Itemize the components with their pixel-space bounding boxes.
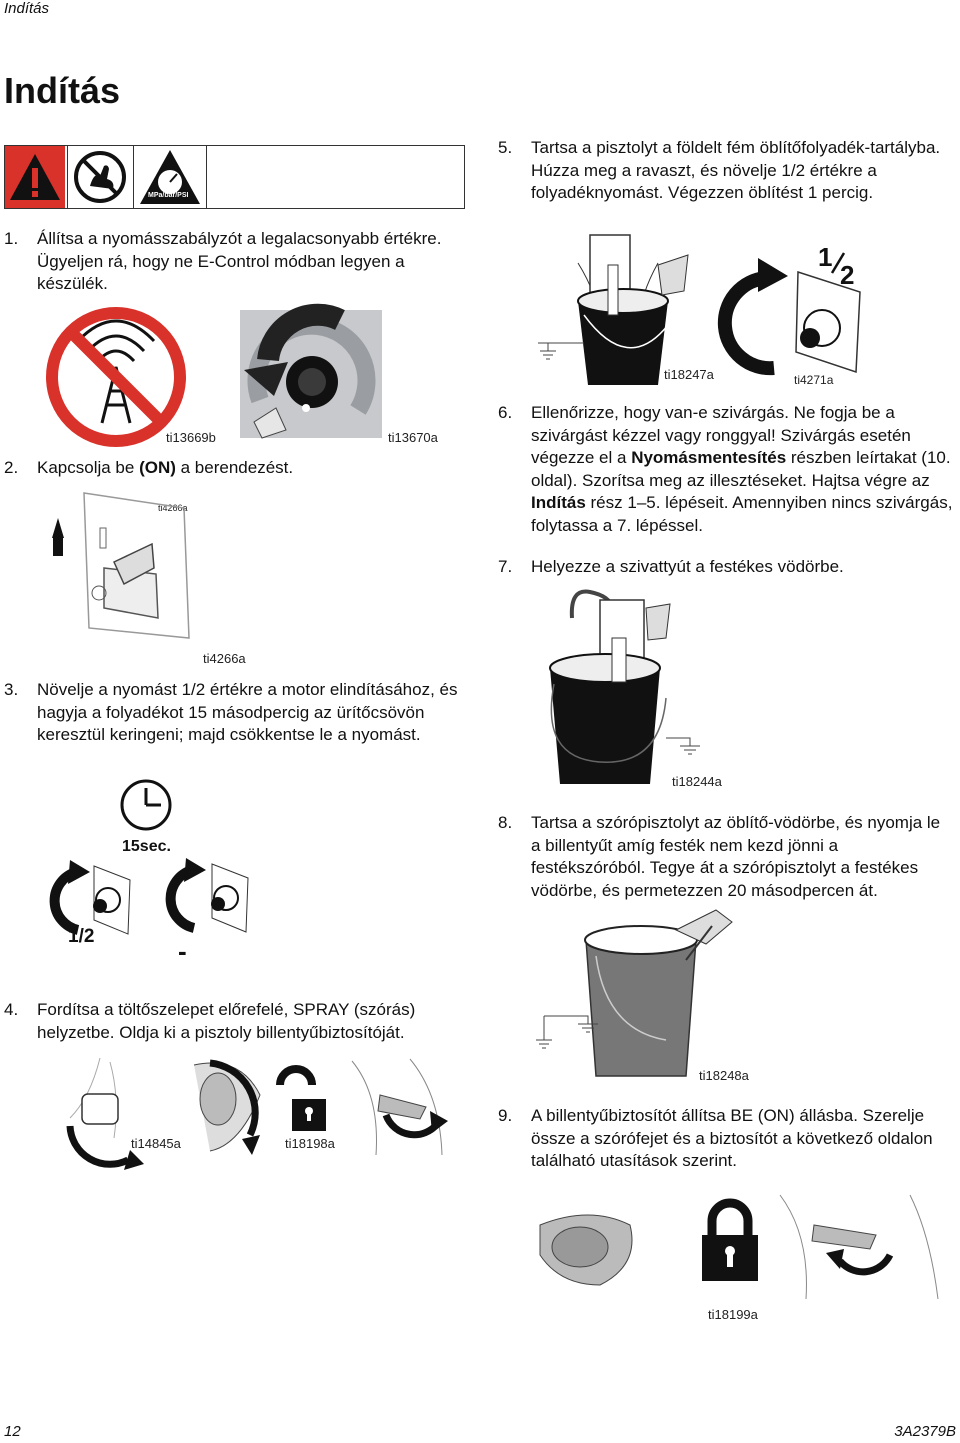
warning-triangle-icon — [5, 146, 65, 208]
pressure-knob-figure — [240, 310, 382, 438]
step-8 — [498, 812, 953, 902]
step-7 — [498, 556, 953, 579]
step-text-part: részben leírtakat (10. oldal). Szorítsa meg az illesztéseket. Hajtsa végre az — [531, 448, 951, 490]
step-number: 9. — [498, 1106, 513, 1125]
step-3 — [4, 679, 466, 747]
step-9 — [498, 1105, 953, 1173]
gun-bucket-figure — [536, 900, 756, 1080]
step-number: 2. — [4, 458, 19, 477]
step-text-bold: Nyomásmentesítés — [631, 448, 787, 467]
figure-ref: ti18244a — [672, 774, 722, 789]
no-radio-sign-icon — [44, 305, 188, 449]
half-fraction-label — [818, 242, 866, 290]
minus-label: - — [178, 936, 187, 966]
pump-paint-bucket-figure — [530, 588, 710, 788]
figure-ref: ti4266a — [158, 503, 188, 513]
document-id: 3A2379B — [894, 1423, 956, 1440]
warning-box — [4, 145, 465, 209]
step-text-part: rész 1–5. lépéseit. Amennyiben nincs szivárgás, folytassa a 7. lépéssel. — [531, 493, 953, 535]
figure-ref: ti13670a — [388, 430, 438, 445]
clock-icon — [119, 778, 173, 832]
step-text: Tartsa a pisztolyt a földelt fém öblítőfolyadék-tartályba. Húzza meg a ravaszt, és növelje 1/2 értékre a folyadéknyomást. Végezzen öblítést 1 percig. — [531, 138, 941, 202]
step-number: 4. — [4, 1000, 19, 1019]
step-number: 5. — [498, 138, 513, 157]
step-text-part: Ellenőrizze, hogy van-e szivárgás. Ne fogja be a szivárgást kézzel vagy ronggyal! Szivárgás esetén végezze el a — [531, 403, 911, 467]
gun-trigger-lock-figure — [530, 1195, 960, 1305]
step-2 — [4, 457, 444, 480]
half-label-left: 1/2 — [68, 926, 95, 947]
no-hand-icon — [68, 146, 132, 208]
step-text-part: Kapcsolja be — [37, 458, 140, 477]
figure-ref: ti4271a — [794, 373, 834, 387]
step-text: A billentyűbiztosítót állítsa BE (ON) állásba. Szerelje össze a szórófejet és a biztosítót a következő oldalon található utasítások szerint. — [531, 1106, 933, 1170]
step-text: Állítsa a nyomásszabályzót a legalacsonyabb értékre. Ügyeljen rá, hogy ne E-Control módban legyen a készülék. — [37, 229, 442, 293]
step-number: 6. — [498, 403, 513, 422]
running-header: Indítás — [4, 0, 50, 17]
half-numerator: 1 — [818, 242, 833, 272]
power-switch-figure — [44, 488, 194, 648]
figure-ref: ti4266a — [203, 651, 246, 666]
no-hand-icon-cell — [67, 146, 132, 208]
knob-turn-down-figure — [168, 858, 250, 934]
figure-ref: ti14845a — [131, 1136, 181, 1151]
step-number: 8. — [498, 813, 513, 832]
step-number: 3. — [4, 680, 19, 699]
figure-ref: ti18247a — [664, 367, 714, 382]
step-text — [531, 402, 953, 537]
step-text: Tartsa a szórópisztolyt az öblítő-vödörbe, és nyomja le a billentyűt amíg festék nem kezd jönni a festékszóróból. Tegye át a szórópisztolyt a festékes vödörbe, és permetezzen 20 másodpercen át. — [531, 813, 941, 900]
knob-turn-up-figure — [50, 860, 132, 936]
step-5 — [498, 137, 948, 205]
seconds-label: 15sec. — [122, 838, 171, 855]
page-title: Indítás — [4, 70, 121, 111]
step-text: Növelje a nyomást 1/2 értékre a motor elindításához, és hagyja a folyadékot 15 másodpercig az ürítőcsövön keresztül keringeni; majd csökkentse le a nyomást. — [37, 680, 458, 744]
figure-ref: ti18198a — [285, 1136, 335, 1151]
step-text-bold: Indítás — [531, 493, 586, 512]
half-denominator: 2 — [840, 260, 855, 290]
step-1 — [4, 228, 444, 296]
step-text-bold: (ON) — [139, 458, 176, 477]
step-6 — [498, 402, 953, 537]
figure-ref: ti18199a — [708, 1307, 758, 1322]
prime-valve-figure — [60, 1058, 160, 1168]
step-number: 7. — [498, 557, 513, 576]
warning-icon-cell — [5, 146, 65, 208]
gauge-icon-cell — [133, 146, 207, 208]
step-text: Helyezze a szivattyút a festékes vödörbe. — [531, 557, 844, 576]
figure-ref: ti18248a — [699, 1068, 749, 1083]
step-4 — [4, 999, 466, 1044]
figure-ref: ti13669b — [166, 430, 216, 445]
step-number: 1. — [4, 229, 19, 248]
step-text — [37, 457, 444, 480]
step-text-part: a berendezést. — [175, 458, 294, 477]
gauge-units-label: MPa/bar/PSI — [148, 192, 189, 199]
step-text: Fordítsa a töltőszelepet előrefelé, SPRAY (szórás) helyzetbe. Oldja ki a pisztoly billentyűbiztosítóját. — [37, 1000, 416, 1042]
page-number: 12 — [4, 1423, 21, 1440]
